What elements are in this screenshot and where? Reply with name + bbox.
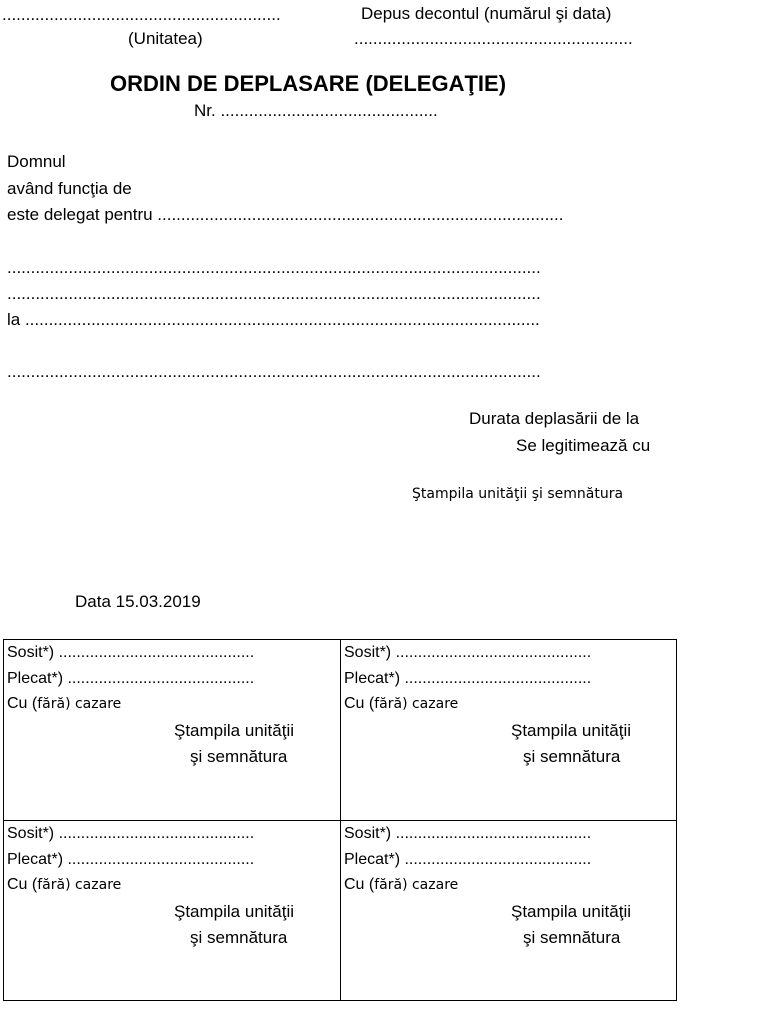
travel-stamps-table xyxy=(3,639,677,1001)
cu-label: Cu ( xyxy=(7,876,38,893)
cu-label: Cu ( xyxy=(344,695,375,712)
cazare-label: fără) cazare xyxy=(374,877,459,893)
document-title: ORDIN DE DEPLASARE (DELEGAŢIE) xyxy=(110,71,507,96)
unit-label: (Unitatea) xyxy=(128,29,203,48)
legitimeaza-label: Se legitimează cu xyxy=(516,436,651,455)
cu-label: Cu ( xyxy=(344,876,375,893)
domnul-label: Domnul xyxy=(7,152,66,171)
plecat-line: Plecat*) .......................................... xyxy=(344,670,592,687)
cazare-label: fără) cazare xyxy=(37,877,122,893)
stamp-cell xyxy=(341,640,676,820)
dotted-line-1: ................................................................................................................. xyxy=(7,258,541,277)
stamp-label: Ştampila unităţii xyxy=(174,902,295,921)
decont-dots: ........................................................... xyxy=(354,29,633,48)
plecat-line: Plecat*) .......................................... xyxy=(344,851,592,868)
order-number: Nr. .............................................. xyxy=(194,101,438,120)
signature-label: şi semnătura xyxy=(523,747,621,766)
dotted-line-3: ................................................................................................................. xyxy=(7,362,541,381)
sosit-line: Sosit*) ............................................ xyxy=(7,825,255,842)
cazare-label: fără) cazare xyxy=(37,696,122,712)
stamp-cell xyxy=(4,821,339,1001)
cu-label: Cu ( xyxy=(7,695,38,712)
la-line: la ............................................................................................................. xyxy=(7,310,540,329)
signature-label: şi semnătura xyxy=(523,928,621,947)
delegat-line: este delegat pentru ...................................................................................... xyxy=(7,205,564,224)
stamp-label: Ştampila unităţii xyxy=(511,721,632,740)
stamp-cell xyxy=(341,821,676,1001)
dotted-line-2: ................................................................................................................. xyxy=(7,284,541,303)
stamp-label: Ştampila unităţii xyxy=(174,721,295,740)
decont-label: Depus decontul (numărul şi data) xyxy=(361,4,612,23)
signature-label: şi semnătura xyxy=(190,928,288,947)
cazare-label: fără) cazare xyxy=(374,696,459,712)
plecat-line: Plecat*) .......................................... xyxy=(7,851,255,868)
sosit-line: Sosit*) ............................................ xyxy=(344,644,592,661)
sosit-line: Sosit*) ............................................ xyxy=(344,825,592,842)
stamp-label: Ştampila unităţii xyxy=(511,902,632,921)
date-line: Data 15.03.2019 xyxy=(75,592,201,611)
stamp-cell xyxy=(4,640,339,820)
plecat-line: Plecat*) .......................................... xyxy=(7,670,255,687)
sosit-line: Sosit*) ............................................ xyxy=(7,644,255,661)
signature-label: şi semnătura xyxy=(190,747,288,766)
stamp-signature-label: Ştampila unităţii şi semnătura xyxy=(412,486,624,502)
unit-dots: ........................................................... xyxy=(2,5,281,24)
functia-label: având funcţia de xyxy=(7,179,132,198)
durata-label: Durata deplasării de la xyxy=(469,409,640,428)
